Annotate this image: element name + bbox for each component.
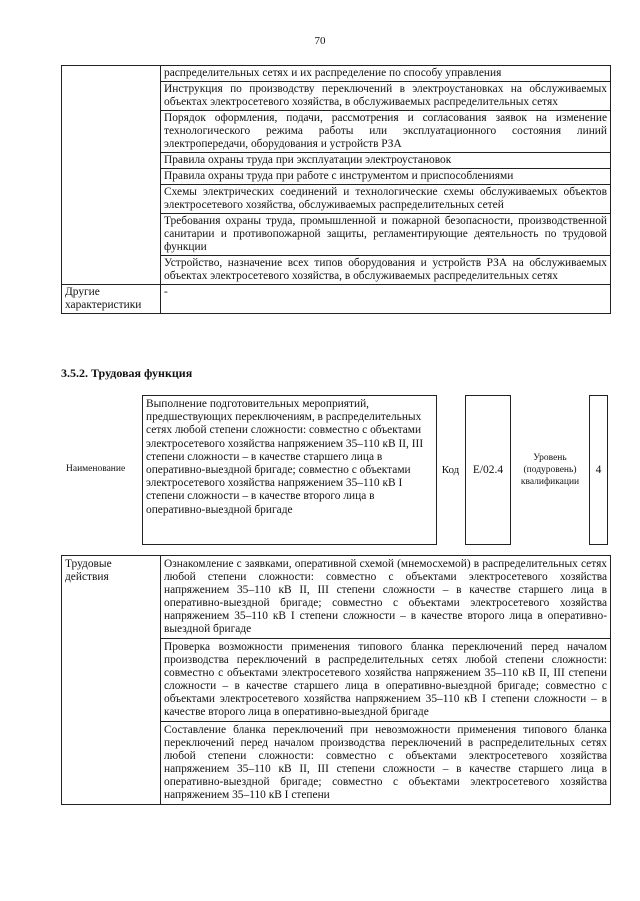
knowledge-item: Схемы электрических соединений и технологические схемы обслуживаемых объектов электросетевого хозяйства, обслуживаемых распределительных сетей [161, 185, 611, 214]
code-value: E/02.4 [465, 395, 511, 545]
qualification-level-label: Уровень (подуровень) квалификации [520, 453, 580, 487]
row-label-cell [62, 66, 161, 285]
other-characteristics-label: Другие характеристики [62, 285, 161, 314]
knowledge-item: Инструкция по производству переключений в электроустановках на обслуживаемых объектах электросетевого хозяйства, в обслуживаемых распределительных сетях [161, 82, 611, 111]
knowledge-item: Устройство, назначение всех типов оборудования и устройств РЗА на обслуживаемых объектах электросетевого хозяйства, в обслуживаемых распределительных сетях [161, 256, 611, 285]
table-row [62, 66, 611, 82]
knowledge-item: Требования охраны труда, промышленной и пожарной безопасности, производственной санитарии и противопожарной защиты, регламентирующие деятельность по трудовой функции [161, 214, 611, 256]
page-number: 70 [314, 35, 326, 47]
knowledge-item: распределительных сетях и их распределение по способу управления [161, 66, 611, 82]
qualification-level-value: 4 [589, 395, 608, 545]
code-label: Код [441, 463, 460, 476]
labor-actions-label: Трудовые действия [62, 556, 161, 805]
table-row [62, 556, 611, 639]
knowledge-table [61, 65, 611, 314]
name-label: Наименование [66, 464, 126, 474]
function-name: Выполнение подготовительных мероприятий, предшествующих переключениям, в распределительных сетях любой степени сложности: совместно с объектами электросетевого хозяйства напряжением 35–110 кВ II, III степени сложности – в качестве старшего лица в оперативно-выездной бригаде; совместно с объектами электросетевого хозяйства напряжением 35–110 кВ I степени сложности – в качестве второго лица в оперативно-выездной бригаде [142, 395, 437, 545]
labor-action-item: Ознакомление с заявками, оперативной схемой (мнемосхемой) в распределительных сетях любой степени сложности: совместно с объектами электросетевого хозяйства напряжением 35–110 кВ II, III степени сложности – в качестве старшего лица в оперативно-выездной бригаде; совместно с объектами электросетевого хозяйства напряжением 35–110 кВ I степени сложности – в качестве второго лица в оперативно-выездной бригаде [161, 556, 611, 639]
knowledge-item: Порядок оформления, подачи, рассмотрения и согласования заявок на изменение технологического режима работы или эксплуатационного состояния линий электропередачи, оборудования и устройств РЗА [161, 111, 611, 153]
table-row [62, 285, 611, 314]
knowledge-item: Правила охраны труда при работе с инструментом и приспособлениями [161, 169, 611, 185]
labor-action-item: Проверка возможности применения типового бланка переключений перед началом производства переключений в распределительных сетях любой степени сложности: совместно с объектами электросетевого хозяйства напряжением 35–110 кВ II, III степени сложности – в качестве старшего лица в оперативно-выездной бригаде; совместно с объектами электросетевого хозяйства напряжением 35–110 кВ I степени сложности – в качестве второго лица в оперативно-выездной бригаде [161, 639, 611, 722]
knowledge-item: Правила охраны труда при эксплуатации электроустановок [161, 153, 611, 169]
labor-actions-table [61, 555, 611, 805]
other-characteristics-value: - [161, 285, 611, 314]
labor-action-item: Составление бланка переключений при невозможности применения типового бланка переключений перед началом производства переключений в распределительных сетях любой степени сложности: совместно с объектами электросетевого хозяйства напряжением 35–110 кВ II, III степени сложности – в качестве старшего лица в оперативно-выездной бригаде; совместно с объектами электросетевого хозяйства напряжением 35–110 кВ I степени [161, 722, 611, 805]
section-title: 3.5.2. Трудовая функция [61, 366, 193, 380]
